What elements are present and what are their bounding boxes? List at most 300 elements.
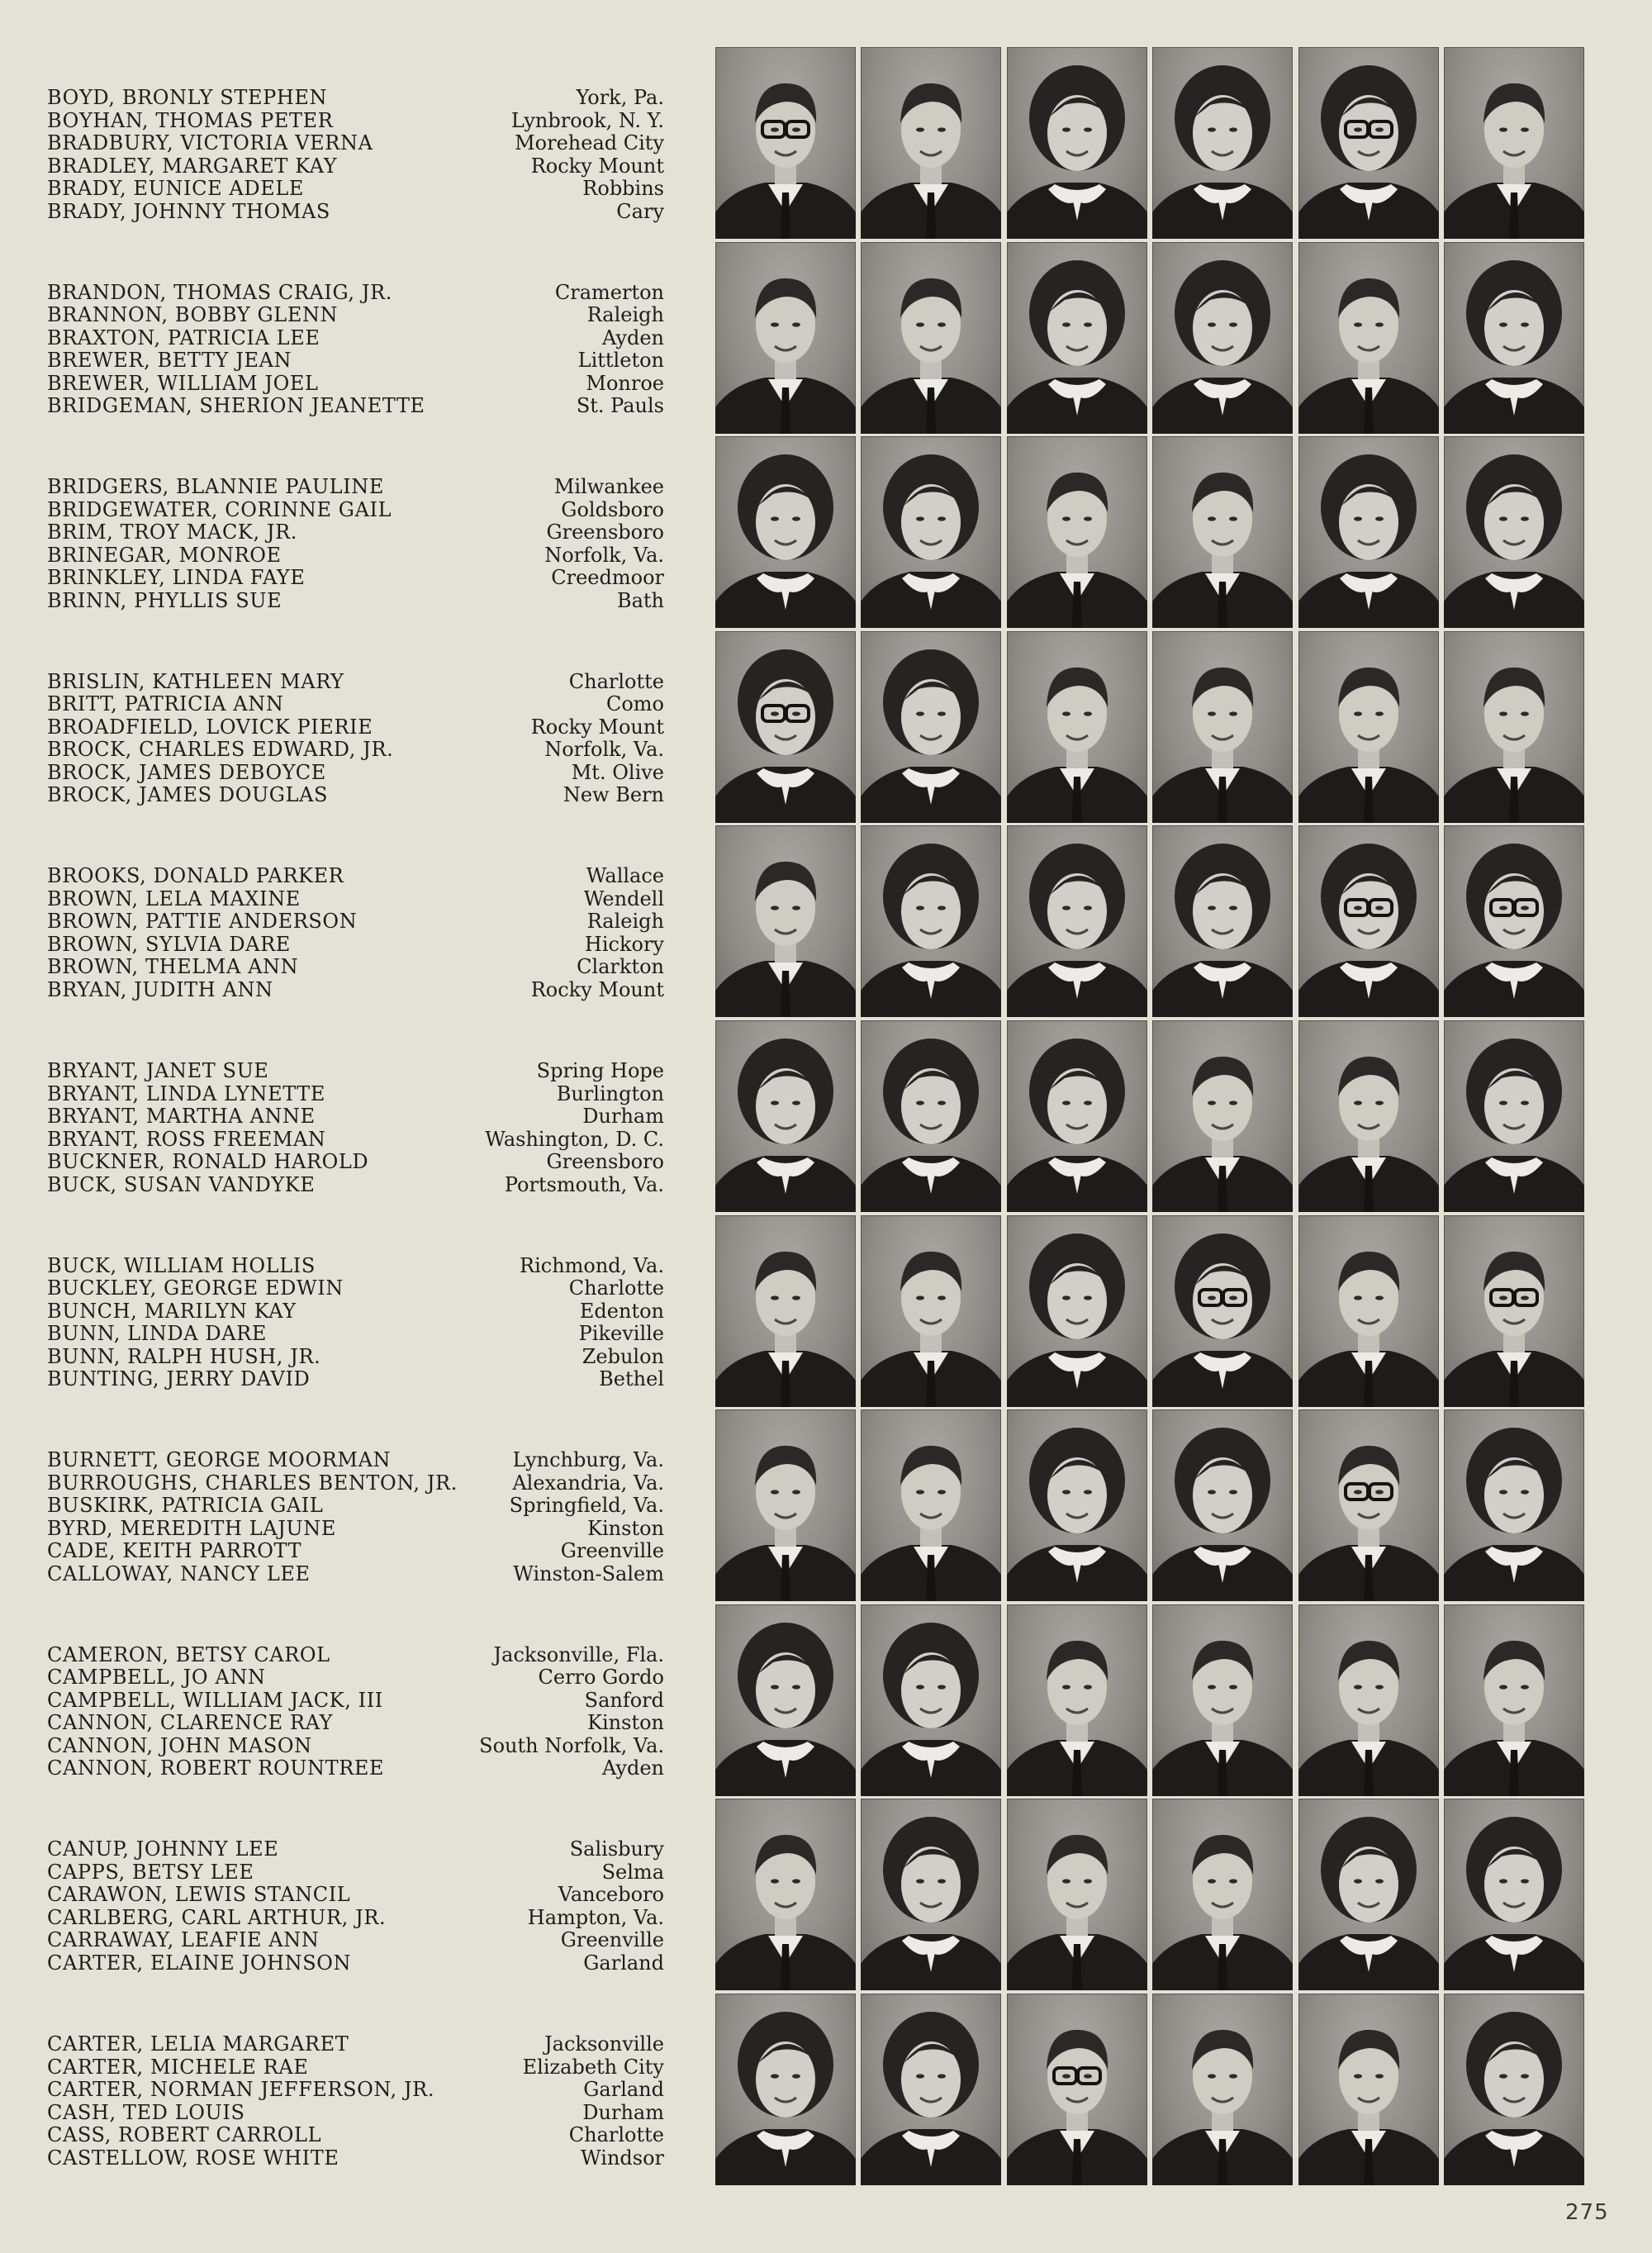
student-portrait (1298, 1409, 1439, 1601)
student-name: BURNETT, GEORGE MOORMAN (47, 1449, 392, 1472)
student-group (0, 436, 1652, 631)
student-hometowns (463, 1060, 664, 1196)
student-portrait (1152, 1799, 1293, 1990)
portrait-male-icon (1007, 631, 1147, 823)
portrait-female-icon (715, 631, 856, 823)
student-portrait (1152, 631, 1293, 823)
portrait-female-icon (861, 436, 1001, 628)
student-portrait (1152, 825, 1293, 1017)
student-name: CANUP, JOHNNY LEE (47, 1838, 279, 1861)
portrait-row (715, 1604, 1583, 1796)
student-name: BUNCH, MARILYN KAY (47, 1300, 297, 1323)
portrait-female-icon (1298, 436, 1439, 628)
student-hometown: Durham (582, 2101, 664, 2124)
student-portrait (1007, 1409, 1147, 1601)
student-name: CADE, KEITH PARROTT (47, 1540, 302, 1563)
portrait-male-icon (715, 825, 856, 1017)
student-group (0, 47, 1652, 242)
student-hometown: Kinston (587, 1517, 664, 1540)
student-name: BUSKIRK, PATRICIA GAIL (47, 1495, 324, 1518)
student-hometown: Greensboro (546, 521, 664, 544)
student-names (47, 1644, 510, 1780)
student-portrait (1007, 1799, 1147, 1990)
student-name: BROCK, JAMES DEBOYCE (47, 761, 326, 784)
student-hometown: Rocky Mount (530, 715, 664, 739)
student-hometowns (463, 476, 664, 612)
student-portrait (715, 242, 856, 434)
student-hometowns (463, 1449, 664, 1585)
student-portrait (1007, 436, 1147, 628)
portrait-male-icon (1007, 436, 1147, 628)
student-portrait (861, 47, 1001, 239)
student-hometown: New Bern (563, 784, 664, 807)
student-hometown: Bath (616, 589, 664, 612)
portrait-male-icon (1152, 1799, 1293, 1990)
student-hometowns (463, 87, 664, 223)
student-hometowns (463, 1255, 664, 1391)
portrait-male-icon (1152, 1994, 1293, 2185)
portrait-female-icon (1007, 1409, 1147, 1601)
student-portrait (715, 1994, 856, 2185)
portrait-male-icon (1298, 242, 1439, 434)
student-names (47, 1449, 510, 1585)
portrait-row (715, 1215, 1583, 1407)
student-hometown: Sanford (584, 1689, 664, 1712)
student-hometown: Mt. Olive (571, 761, 664, 784)
portrait-male-icon (1444, 1604, 1584, 1796)
student-name: BROOKS, DONALD PARKER (47, 865, 344, 888)
student-hometown: Alexandria, Va. (512, 1471, 664, 1495)
student-name: CANNON, ROBERT ROUNTREE (47, 1757, 385, 1780)
student-name: BUNN, LINDA DARE (47, 1323, 267, 1346)
portrait-male-icon (1298, 631, 1439, 823)
student-hometown: Creedmoor (551, 567, 664, 590)
portrait-row (715, 242, 1583, 434)
student-portrait (861, 242, 1001, 434)
student-hometown: Lynbrook, N. Y. (510, 109, 664, 132)
portrait-female-icon (1444, 242, 1584, 434)
student-name: CANNON, CLARENCE RAY (47, 1712, 334, 1735)
student-name: CARLBERG, CARL ARTHUR, JR. (47, 1906, 387, 1929)
student-name: BUCKNER, RONALD HAROLD (47, 1151, 369, 1173)
student-hometown: Zebulon (582, 1345, 664, 1368)
student-portrait (1152, 1994, 1293, 2185)
student-hometown: Como (605, 693, 664, 716)
student-hometown: Springfield, Va. (509, 1495, 664, 1518)
student-name: BROCK, CHARLES EDWARD, JR. (47, 739, 394, 762)
portrait-female-icon (715, 436, 856, 628)
student-name: BROADFIELD, LOVICK PIERIE (47, 715, 373, 739)
student-name: CASTELLOW, ROSE WHITE (47, 2146, 339, 2170)
portrait-male-icon (1152, 1604, 1293, 1796)
student-hometown: Rocky Mount (530, 154, 664, 178)
student-group (0, 1994, 1652, 2189)
student-hometown: Pikeville (578, 1323, 664, 1346)
student-group (0, 825, 1652, 1020)
page-number: 275 (1565, 2200, 1609, 2225)
student-hometowns (463, 1838, 664, 1975)
student-name: BRIDGEMAN, SHERION JEANETTE (47, 395, 425, 418)
student-name: BRYANT, MARTHA ANNE (47, 1105, 316, 1128)
student-name: BROWN, SYLVIA DARE (47, 933, 291, 956)
portrait-female-icon (1444, 825, 1584, 1017)
student-name: BROWN, PATTIE ANDERSON (47, 910, 358, 934)
portrait-male-icon (861, 242, 1001, 434)
student-name: CARTER, NORMAN JEFFERSON, JR. (47, 2079, 435, 2101)
student-portrait (861, 1799, 1001, 1990)
student-hometown: Wendell (583, 887, 664, 910)
student-portrait (1444, 1994, 1584, 2185)
student-hometown: Rocky Mount (530, 978, 664, 1001)
student-name: BROWN, LELA MAXINE (47, 887, 301, 910)
student-name: BRIDGEWATER, CORINNE GAIL (47, 498, 392, 521)
student-names (47, 671, 510, 807)
student-name: CARTER, MICHELE RAE (47, 2056, 309, 2079)
student-portrait (715, 436, 856, 628)
student-portrait (1007, 1215, 1147, 1407)
student-hometown: Salisbury (569, 1838, 664, 1861)
student-hometown: Norfolk, Va. (544, 544, 664, 567)
portrait-female-icon (861, 1020, 1001, 1212)
student-hometown: Jacksonville (544, 2033, 664, 2056)
portrait-row (715, 436, 1583, 628)
student-name: CARRAWAY, LEAFIE ANN (47, 1929, 320, 1952)
student-name: BRINKLEY, LINDA FAYE (47, 567, 306, 590)
student-name: BOYD, BRONLY STEPHEN (47, 87, 328, 109)
student-portrait (1152, 1409, 1293, 1601)
portrait-female-icon (1007, 47, 1147, 239)
student-hometown: Charlotte (568, 2124, 664, 2146)
portrait-female-icon (715, 1020, 856, 1212)
student-hometown: St. Pauls (576, 395, 664, 418)
portrait-row (715, 1994, 1583, 2185)
student-portrait (1298, 1604, 1439, 1796)
student-portrait (861, 436, 1001, 628)
student-portrait (861, 631, 1001, 823)
portrait-male-icon (715, 47, 856, 239)
student-hometowns (463, 671, 664, 807)
student-name: BUCK, WILLIAM HOLLIS (47, 1254, 316, 1277)
student-name: BRYANT, ROSS FREEMAN (47, 1128, 326, 1151)
student-portrait (1007, 1604, 1147, 1796)
student-hometown: Selma (601, 1861, 664, 1884)
student-name: CARTER, ELAINE JOHNSON (47, 1951, 352, 1975)
student-names (47, 282, 510, 418)
student-portrait (1007, 242, 1147, 434)
portrait-row (715, 1409, 1583, 1601)
portrait-female-icon (1298, 825, 1439, 1017)
student-hometown: South Norfolk, Va. (479, 1734, 664, 1757)
portrait-male-icon (1444, 631, 1584, 823)
student-hometown: Monroe (586, 372, 664, 395)
student-portrait (861, 1020, 1001, 1212)
portrait-female-icon (1152, 1409, 1293, 1601)
portrait-male-icon (1298, 1994, 1439, 2185)
portrait-female-icon (1444, 436, 1584, 628)
student-hometown: Richmond, Va. (520, 1254, 664, 1277)
student-hometown: Edenton (579, 1300, 664, 1323)
student-name: BUCK, SUSAN VANDYKE (47, 1173, 316, 1196)
student-hometown: Ayden (602, 1757, 664, 1780)
student-hometown: Lynchburg, Va. (512, 1449, 664, 1472)
student-portrait (1152, 436, 1293, 628)
student-hometown: Norfolk, Va. (544, 739, 664, 762)
portrait-row (715, 631, 1583, 823)
student-name: CARTER, LELIA MARGARET (47, 2033, 349, 2056)
student-portrait (715, 631, 856, 823)
student-portrait (1152, 1020, 1293, 1212)
student-name: BRADY, JOHNNY THOMAS (47, 200, 330, 223)
student-portrait (715, 47, 856, 239)
portrait-male-icon (715, 1409, 856, 1601)
student-name: BRISLIN, KATHLEEN MARY (47, 670, 344, 693)
student-hometown: Hampton, Va. (527, 1906, 664, 1929)
student-portrait (1444, 1409, 1584, 1601)
student-portrait (1298, 1994, 1439, 2185)
student-portrait (715, 1604, 856, 1796)
student-hometown: Kinston (587, 1712, 664, 1735)
portrait-female-icon (861, 1799, 1001, 1990)
student-hometown: Milwankee (553, 476, 664, 499)
student-name: BUNTING, JERRY DAVID (47, 1368, 311, 1391)
student-hometowns (463, 1644, 664, 1780)
student-hometown: Goldsboro (561, 498, 664, 521)
portrait-female-icon (1152, 47, 1293, 239)
student-name: BOYHAN, THOMAS PETER (47, 109, 334, 132)
student-name: BRADBURY, VICTORIA VERNA (47, 132, 373, 154)
student-hometowns (463, 282, 664, 418)
student-hometown: Spring Hope (536, 1060, 664, 1082)
portrait-male-icon (1152, 436, 1293, 628)
portrait-male-icon (1298, 1409, 1439, 1601)
student-portrait (1298, 47, 1439, 239)
student-portrait (861, 825, 1001, 1017)
portrait-male-icon (1444, 1215, 1584, 1407)
student-group (0, 1604, 1652, 1799)
student-portrait (1152, 242, 1293, 434)
student-name: BRANNON, BOBBY GLENN (47, 304, 339, 327)
student-portrait (715, 1409, 856, 1601)
student-hometown: Raleigh (586, 910, 664, 934)
portrait-female-icon (1152, 825, 1293, 1017)
student-name: CARAWON, LEWIS STANCIL (47, 1884, 351, 1907)
student-portrait (1298, 1020, 1439, 1212)
student-hometown: Greensboro (546, 1151, 664, 1173)
portrait-male-icon (715, 1799, 856, 1990)
portrait-male-icon (1298, 1215, 1439, 1407)
student-hometown: Raleigh (586, 304, 664, 327)
student-hometown: Charlotte (568, 670, 664, 693)
portrait-row (715, 825, 1583, 1017)
portrait-male-icon (1298, 1604, 1439, 1796)
portrait-male-icon (1007, 1994, 1147, 2185)
student-portrait (715, 825, 856, 1017)
student-hometown: Littleton (577, 349, 664, 373)
student-names (47, 1060, 510, 1196)
student-name: CAMERON, BETSY CAROL (47, 1643, 330, 1666)
portrait-female-icon (1298, 1799, 1439, 1990)
portrait-female-icon (861, 1994, 1001, 2185)
student-portrait (1444, 47, 1584, 239)
student-hometown: Morehead City (515, 132, 664, 154)
portrait-row (715, 1020, 1583, 1212)
student-hometown: Greenville (560, 1929, 664, 1952)
portrait-female-icon (861, 1604, 1001, 1796)
student-portrait (1444, 1020, 1584, 1212)
portrait-male-icon (1007, 1799, 1147, 1990)
student-portrait (1444, 631, 1584, 823)
student-portrait (1007, 47, 1147, 239)
student-portrait (1298, 436, 1439, 628)
student-group (0, 1020, 1652, 1215)
student-hometown: Cary (616, 200, 664, 223)
student-portrait (861, 1409, 1001, 1601)
student-hometowns (463, 2033, 664, 2170)
portrait-female-icon (1007, 242, 1147, 434)
student-portrait (1298, 242, 1439, 434)
portrait-row (715, 1799, 1583, 1990)
portrait-male-icon (861, 1215, 1001, 1407)
student-portrait (1152, 47, 1293, 239)
student-portrait (715, 1215, 856, 1407)
student-name: BROWN, THELMA ANN (47, 956, 299, 979)
student-name: BYRD, MEREDITH LAJUNE (47, 1517, 336, 1540)
student-portrait (861, 1604, 1001, 1796)
student-name: BRITT, PATRICIA ANN (47, 693, 284, 716)
portrait-male-icon (715, 1215, 856, 1407)
student-name: BRIDGERS, BLANNIE PAULINE (47, 476, 385, 499)
portrait-male-icon (861, 47, 1001, 239)
student-name: BRYANT, LINDA LYNETTE (47, 1082, 325, 1105)
student-name: CAMPBELL, WILLIAM JACK, III (47, 1689, 383, 1712)
portrait-male-icon (1444, 47, 1584, 239)
portrait-female-icon (861, 825, 1001, 1017)
student-name: BRINEGAR, MONROE (47, 544, 282, 567)
student-names (47, 1838, 510, 1975)
portrait-female-icon (1444, 1020, 1584, 1212)
student-hometown: Washington, D. C. (485, 1128, 664, 1151)
student-portrait (1298, 1215, 1439, 1407)
student-names (47, 865, 510, 1001)
student-group (0, 1409, 1652, 1604)
student-name: BROCK, JAMES DOUGLAS (47, 784, 329, 807)
student-name: CANNON, JOHN MASON (47, 1734, 312, 1757)
student-name: BRADLEY, MARGARET KAY (47, 154, 338, 178)
portrait-female-icon (1007, 825, 1147, 1017)
student-group (0, 631, 1652, 826)
student-name: CASS, ROBERT CARROLL (47, 2124, 322, 2146)
student-name: CAPPS, BETSY LEE (47, 1861, 254, 1884)
student-portrait (1152, 1604, 1293, 1796)
student-hometown: Clarkton (577, 956, 664, 979)
student-name: BRANDON, THOMAS CRAIG, JR. (47, 281, 393, 304)
student-portrait (1444, 436, 1584, 628)
student-name: BUNN, RALPH HUSH, JR. (47, 1345, 321, 1368)
portrait-row (715, 47, 1583, 239)
student-hometown: Jacksonville, Fla. (493, 1643, 664, 1666)
student-hometown: Cramerton (554, 281, 664, 304)
portrait-female-icon (1444, 1994, 1584, 2185)
student-name: BRYAN, JUDITH ANN (47, 978, 273, 1001)
student-portrait (715, 1020, 856, 1212)
student-hometowns (463, 865, 664, 1001)
student-portrait (1444, 1215, 1584, 1407)
student-portrait (1444, 1799, 1584, 1990)
student-hometown: Greenville (560, 1540, 664, 1563)
student-hometown: Garland (583, 1951, 664, 1975)
portrait-male-icon (1152, 1020, 1293, 1212)
portrait-male-icon (1007, 1604, 1147, 1796)
student-portrait (861, 1994, 1001, 2185)
student-hometown: Elizabeth City (522, 2056, 664, 2079)
student-group (0, 1215, 1652, 1410)
student-hometown: Durham (582, 1105, 664, 1128)
student-name: BRIM, TROY MACK, JR. (47, 521, 298, 544)
student-portrait (1444, 1604, 1584, 1796)
student-name: CASH, TED LOUIS (47, 2101, 245, 2124)
portrait-female-icon (1152, 242, 1293, 434)
portrait-male-icon (1298, 1020, 1439, 1212)
portrait-female-icon (1444, 1409, 1584, 1601)
student-name: BRAXTON, PATRICIA LEE (47, 326, 320, 349)
student-hometown: Robbins (582, 178, 664, 200)
student-names (47, 1255, 510, 1391)
student-portrait (1298, 1799, 1439, 1990)
student-portrait (1007, 825, 1147, 1017)
student-name: BURROUGHS, CHARLES BENTON, JR. (47, 1471, 458, 1495)
student-portrait (1007, 1020, 1147, 1212)
portrait-female-icon (715, 1994, 856, 2185)
student-names (47, 476, 510, 612)
student-hometown: Burlington (556, 1082, 664, 1105)
student-group (0, 242, 1652, 437)
student-portrait (1007, 631, 1147, 823)
student-hometown: Winston-Salem (513, 1562, 664, 1585)
portrait-male-icon (1152, 631, 1293, 823)
portrait-female-icon (1007, 1020, 1147, 1212)
student-hometown: Portsmouth, Va. (504, 1173, 664, 1196)
student-portrait (1444, 825, 1584, 1017)
student-name: BREWER, WILLIAM JOEL (47, 372, 319, 395)
student-names (47, 2033, 510, 2170)
student-portrait (1152, 1215, 1293, 1407)
student-name: BRINN, PHYLLIS SUE (47, 589, 282, 612)
student-name: BREWER, BETTY JEAN (47, 349, 292, 373)
student-hometown: York, Pa. (576, 87, 664, 109)
student-name: CAMPBELL, JO ANN (47, 1666, 266, 1690)
student-hometown: Bethel (599, 1368, 664, 1391)
student-hometown: Garland (583, 2079, 664, 2101)
student-portrait (1298, 631, 1439, 823)
portrait-female-icon (861, 631, 1001, 823)
student-hometown: Charlotte (568, 1277, 664, 1300)
student-portrait (1298, 825, 1439, 1017)
student-hometown: Hickory (584, 933, 664, 956)
portrait-female-icon (1152, 1215, 1293, 1407)
student-name: BRADY, EUNICE ADELE (47, 178, 304, 200)
student-group (0, 1799, 1652, 1994)
portrait-male-icon (861, 1409, 1001, 1601)
portrait-female-icon (1007, 1215, 1147, 1407)
student-hometown: Ayden (602, 326, 664, 349)
student-hometown: Wallace (586, 865, 664, 888)
portrait-male-icon (715, 242, 856, 434)
portrait-female-icon (1298, 47, 1439, 239)
portrait-female-icon (1444, 1799, 1584, 1990)
portrait-female-icon (715, 1604, 856, 1796)
student-hometown: Cerro Gordo (538, 1666, 664, 1690)
student-portrait (861, 1215, 1001, 1407)
